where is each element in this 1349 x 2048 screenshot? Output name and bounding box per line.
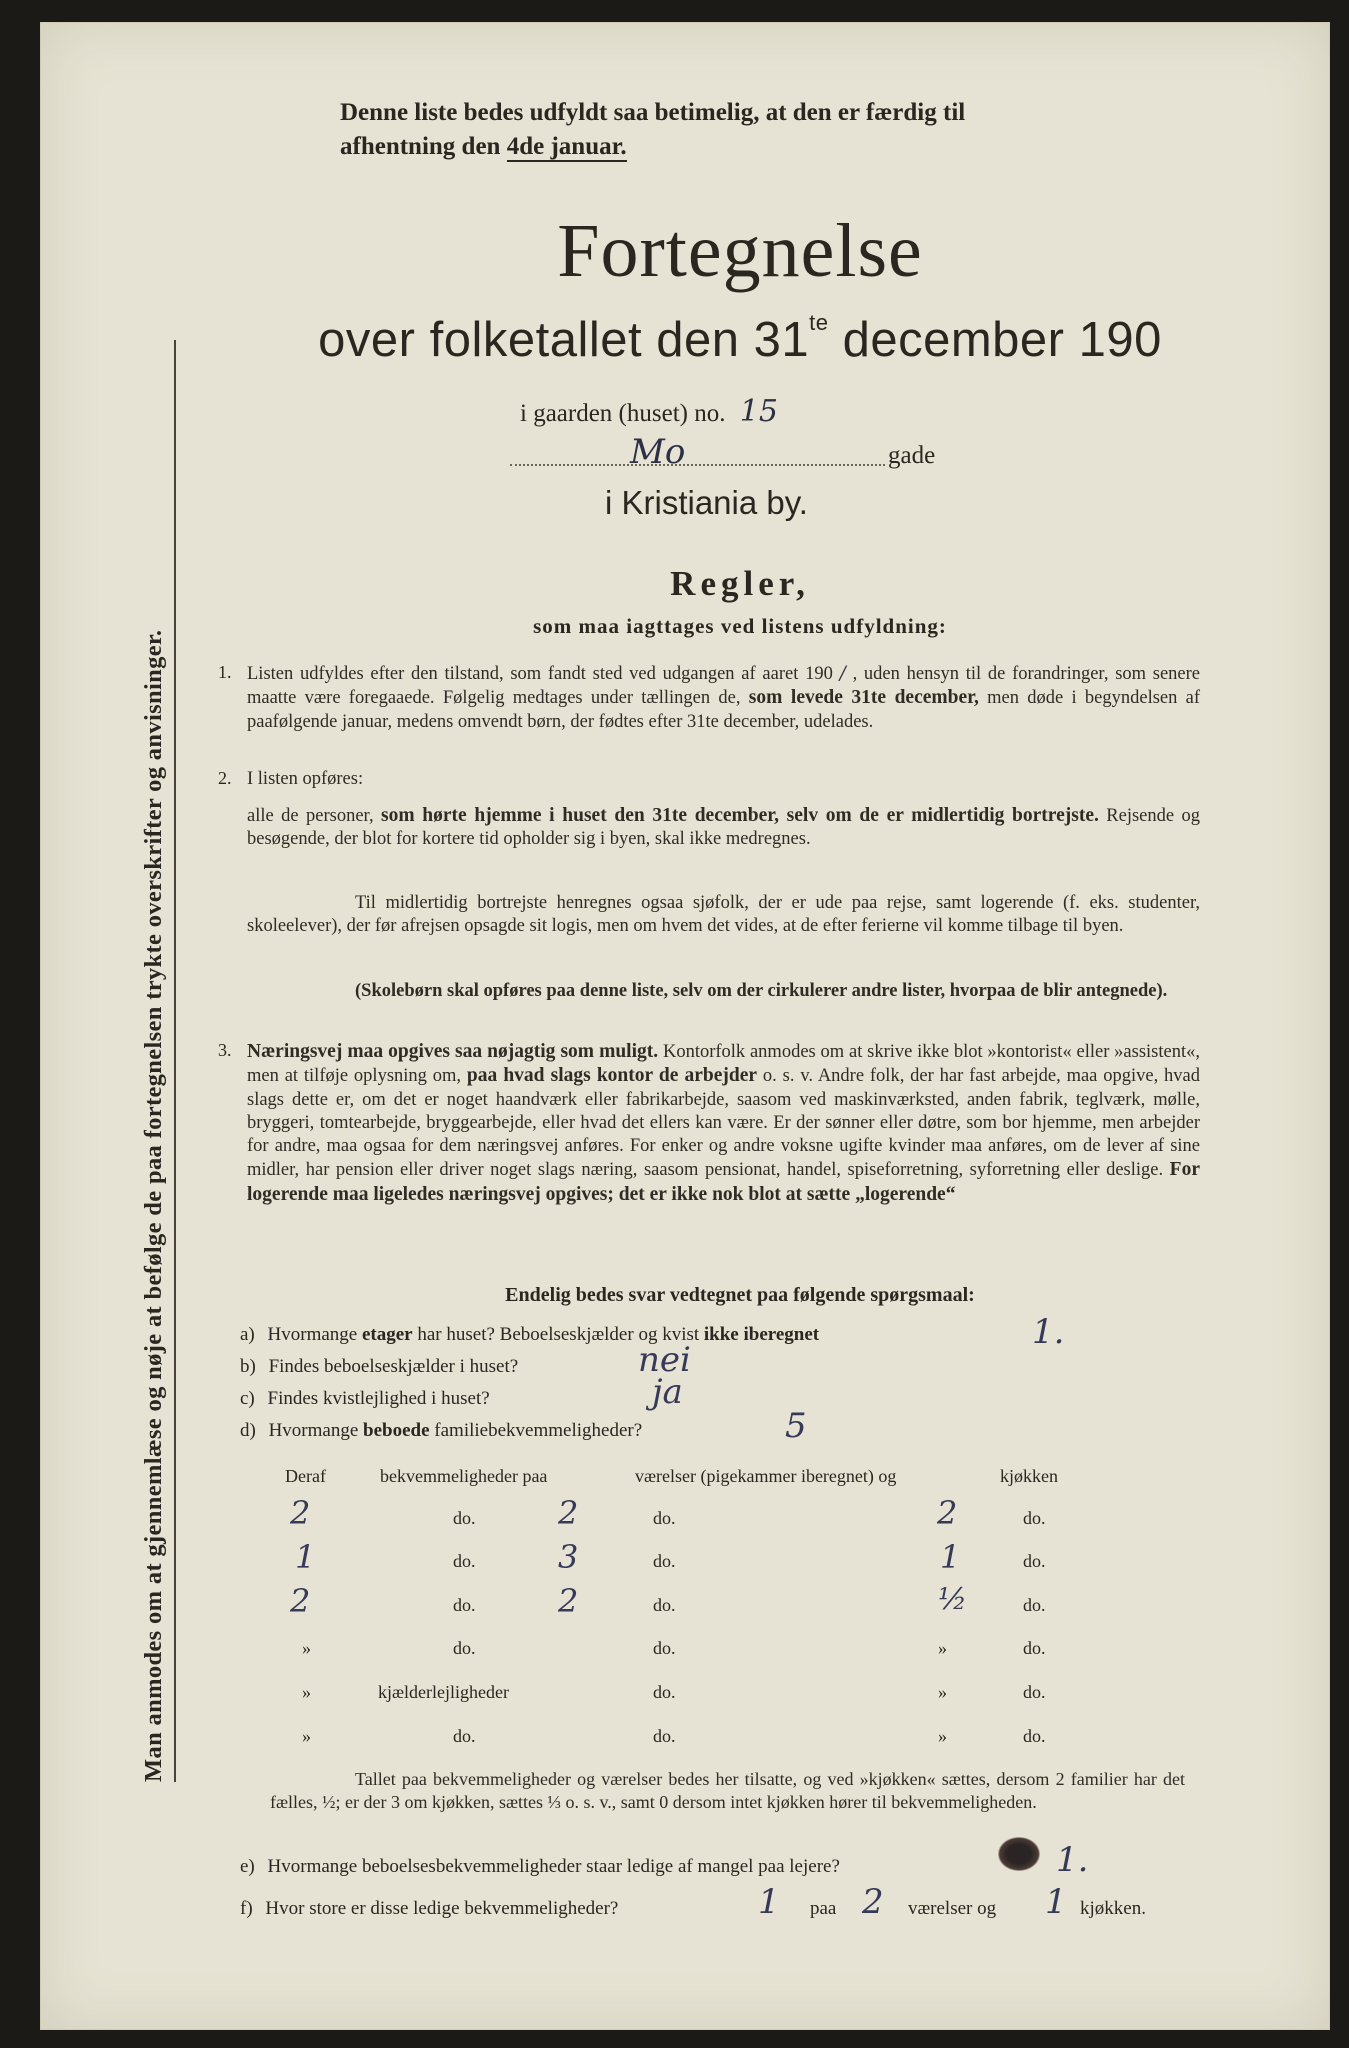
table-note: Tallet paa bekvemmeligheder og værelser bedes her tilsatte, og ved »kjøkken« sættes, dersom 2 familier har det fælles, ½; er der 3 om kjøkken, sættes ⅓ o. s. v., samt 0 dersom intet kjøkken hører til bekvemmeligheden.: [270, 1769, 1185, 1813]
table-row-1-e: do.: [1023, 1508, 1046, 1528]
question-f-label: f): [240, 1898, 253, 1919]
question-e-text: Hvormange beboelsesbekvemmeligheder staar ledige af mangel paa lejere?: [267, 1856, 840, 1877]
question-a-label: a): [240, 1324, 255, 1345]
table-row-4-c: do.: [653, 1638, 676, 1658]
table-row-6-mid: do.: [453, 1726, 476, 1746]
subtitle-text: over folketallet den 31: [318, 313, 810, 367]
rule2-number: 2.: [218, 768, 232, 788]
answer-c: ja: [652, 1372, 683, 1412]
ink-blot: [998, 1837, 1040, 1871]
table-row-6-a: »: [302, 1726, 311, 1746]
answer-f-2: 2: [862, 1882, 884, 1922]
notice: [340, 96, 1240, 164]
answer-a: 1.: [1032, 1312, 1065, 1352]
rule3-text-b: o. s. v. Andre folk, der har fast arbejde, maa opgive, hvad slags dette er, om det er noget haandværk eller fabrikarbejde, saasom ved maskinværksted, anden fabrik, teglværk, mølle, bryggeri, tomtearbejde, bryggearbejde, eller hvad det ellers kan være. Er der sønner eller døtre, som bor hjemme, men arbejder for andre, maa ogsaa for dem næringsvej anføres. For enker og andre voksne ugifte kvinder maa anføres, om de lever af sine midler, har pension eller driver noget slags næring, saasom pensionat, handel, spiseforretning, syforretning eller deslige.: [247, 1066, 1201, 1181]
questions-heading: Endelig bedes svar vedtegnet paa følgende spørgsmaal:: [505, 1284, 975, 1306]
table-row-4-mid: do.: [453, 1638, 476, 1658]
table-row-2-mid: do.: [453, 1551, 476, 1571]
city-line: i Kristiania by.: [605, 484, 808, 521]
table-row-5-d: »: [938, 1682, 947, 1702]
garden-line: [520, 394, 778, 429]
question-f-paa: paa: [810, 1898, 837, 1919]
table-row-5-c: do.: [653, 1682, 676, 1702]
rule2-paragraph-2: Til midlertidig bortrejste henregnes ogsaa sjøfolk, der er ude paa rejse, samt logerende (f. eks. studenter, skoleelever), der før afrejsen opsagde sit logis, men om hvem det vides, at de efter ferierne vil komme tilbage til byen.: [247, 893, 1200, 937]
question-a-text2: har huset? Beboelseskjælder og kvist: [417, 1324, 700, 1345]
question-a: [240, 1324, 819, 1346]
gade-label: gade: [888, 442, 936, 469]
rule1-bold: som levede 31te december,: [748, 687, 979, 709]
table-row-4-e: do.: [1023, 1638, 1046, 1658]
table-row-2-d: 1: [940, 1538, 961, 1576]
rule2-p1-a: alle de personer,: [247, 806, 374, 826]
table-header-kjokken: kjøkken: [1000, 1466, 1058, 1486]
subtitle-sup: te: [809, 310, 829, 335]
page-subtitle: [240, 310, 1240, 368]
street-name: Mo: [630, 432, 686, 472]
table-row-5-mid: kjælderlejligheder: [378, 1682, 509, 1702]
notice-prefix: afhentning den: [340, 133, 501, 160]
house-number: 15: [739, 394, 778, 429]
subtitle-year: december 190: [842, 313, 1162, 367]
question-d-label: d): [240, 1420, 256, 1441]
rule3-bold-b: paa hvad slags kontor de arbejder: [466, 1065, 758, 1087]
table-row-2-e: do.: [1023, 1551, 1046, 1571]
table-row-1-d: 2: [937, 1494, 958, 1532]
question-f: [240, 1898, 618, 1920]
rule1-text: [247, 662, 1200, 734]
table-row-2-b: 3: [558, 1538, 579, 1576]
rule3-number: 3.: [218, 1040, 232, 1060]
question-e-label: e): [240, 1856, 255, 1877]
table-row-3-mid: do.: [453, 1595, 476, 1615]
table-row-1-a: 2: [290, 1494, 311, 1532]
answer-f-1: 1: [758, 1882, 780, 1922]
table-row-5-a: »: [302, 1682, 311, 1702]
rule2-paragraph-1: [247, 804, 1200, 852]
table-row-5-e: do.: [1023, 1682, 1046, 1702]
sidebar-instruction: Man anmodes om at gjennemlæse og nøje at befølge de paa fortegnelsen trykte overskrifter og anvisninger.: [140, 629, 167, 1782]
rule2-paragraph-3: (Skolebørn skal opføres paa denne liste, selv om der cirkulerer andre lister, hvorpaa de blir antegnede).: [355, 981, 1168, 1001]
rules-heading: Regler,: [670, 564, 810, 603]
rule3-text-a: Kontorfolk anmodes om at skrive ikke blot »kontorist« eller »assistent«, men at tilføje oplysning om,: [247, 1042, 1200, 1087]
question-d-text2: familiebekvemmeligheder?: [434, 1420, 643, 1441]
question-d-bold: beboede: [363, 1420, 430, 1441]
table-row-3-a: 2: [290, 1582, 311, 1620]
table-row-6-e: do.: [1023, 1726, 1046, 1746]
census-form-page: [40, 22, 1330, 2030]
rule1-text-c: men døde i begyndelsen af paafølgende januar, medens omvendt børn, der fødtes efter 31te december, udelades.: [247, 688, 1201, 732]
question-d-text: Hvormange: [268, 1420, 359, 1441]
table-row-4-d: »: [938, 1638, 947, 1658]
question-f-text: Hvor store er disse ledige bekvemmeligheder?: [265, 1898, 619, 1919]
table-row-4-a: »: [302, 1638, 311, 1658]
rule1-text-a: Listen udfyldes efter den tilstand, som fandt sted ved udgangen af aaret 190: [247, 664, 833, 684]
rule3-bold-a: Næringsvej maa opgives saa nøjagtig som muligt.: [247, 1041, 659, 1062]
notice-line-2: [340, 130, 1240, 164]
table-row-1-mid: do.: [453, 1508, 476, 1528]
table-row-2-c: do.: [653, 1551, 676, 1571]
question-b: [240, 1356, 518, 1378]
question-a-bold: etager: [361, 1324, 413, 1345]
table-row-3-e: do.: [1023, 1595, 1046, 1615]
answer-f-3: 1: [1045, 1882, 1067, 1922]
question-b-label: b): [240, 1356, 256, 1377]
question-c-label: c): [240, 1388, 255, 1409]
question-a-bold2: ikke iberegnet: [703, 1324, 820, 1345]
garden-label: i gaarden (huset) no.: [520, 400, 726, 427]
question-f-vaer: værelser og: [908, 1898, 997, 1919]
table-row-1-b: 2: [558, 1494, 579, 1532]
notice-date: 4de januar.: [506, 133, 627, 160]
table-row-3-b: 2: [558, 1582, 579, 1620]
page-title: Fortegnelse: [557, 209, 923, 293]
question-d: [240, 1420, 642, 1442]
question-b-text: Findes beboelseskjælder i huset?: [268, 1356, 519, 1377]
question-e: [240, 1856, 840, 1878]
answer-e: 1.: [1056, 1840, 1089, 1880]
answer-b: nei: [638, 1340, 691, 1380]
question-f-kjokken: kjøkken.: [1080, 1898, 1146, 1919]
question-c: [240, 1388, 490, 1410]
rules-subheading: som maa iagttages ved listens udfyldning:: [533, 614, 947, 638]
table-header-bekv: bekvemmeligheder paa: [380, 1466, 548, 1486]
table-row-3-d: ½: [938, 1582, 968, 1617]
table-header-deraf: Deraf: [285, 1466, 326, 1486]
rule2-p1-b: Rejsende og besøgende, der blot for kortere tid opholder sig i byen, skal ikke medregnes.: [247, 806, 1201, 850]
table-row-1-c: do.: [653, 1508, 676, 1528]
street-rule: [510, 464, 885, 466]
notice-line-1: Denne liste bedes udfyldt saa betimelig, at den er færdig til: [340, 99, 966, 126]
table-row-3-c: do.: [653, 1595, 676, 1615]
rule3-text: [247, 1040, 1200, 1207]
answer-d: 5: [785, 1406, 807, 1446]
table-row-6-c: do.: [653, 1726, 676, 1746]
rule1-year: /: [839, 663, 846, 684]
table-header-vaerelser: værelser (pigekammer iberegnet) og: [635, 1466, 897, 1486]
rule3-bold-c: For logerende maa ligeledes næringsvej opgives; det er ikke nok blot at sætte „logerende“: [247, 1159, 1200, 1205]
question-c-text: Findes kvistlejlighed i huset?: [267, 1388, 490, 1409]
question-a-text: Hvormange: [267, 1324, 358, 1345]
rule1-number: 1.: [218, 662, 232, 682]
rule2-p1-bold: som hørte hjemme i huset den 31te december, selv om de er midlertidig bortrejste.: [381, 805, 1099, 826]
rule1-text-b: , uden hensyn til de forandringer, som senere maatte være foregaaede. Følgelig medtages under tællingen de,: [247, 664, 1201, 709]
table-row-2-a: 1: [295, 1538, 316, 1576]
table-row-6-d: »: [938, 1726, 947, 1746]
rule2-intro: I listen opføres:: [247, 769, 364, 789]
